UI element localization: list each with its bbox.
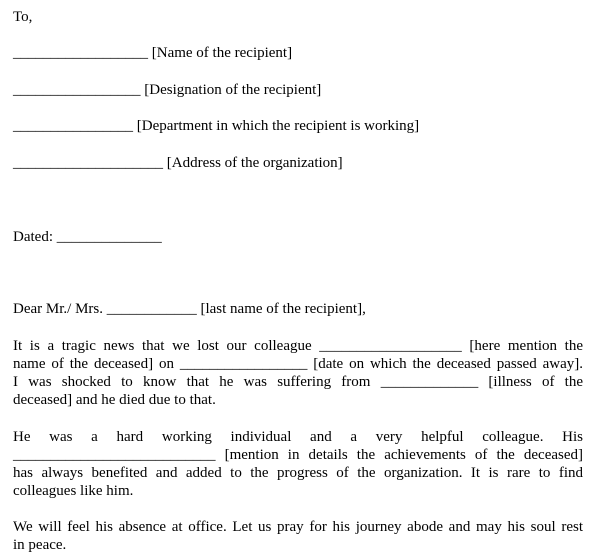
recipient-designation-line: _________________ [Designation of the recipient]	[13, 82, 322, 98]
paragraph-3	[13, 518, 583, 554]
paragraph-1	[13, 337, 583, 409]
paragraph-2-line: He was a hard working individual and a very helpful colleague. His	[13, 429, 583, 445]
paragraph-1-line: I was shocked to know that he was suffering from _____________ [illness of the	[13, 374, 583, 390]
recipient-department-line: ________________ [Department in which the recipient is working]	[13, 118, 420, 134]
recipient-name-line: __________________ [Name of the recipient]	[13, 45, 293, 61]
dated-line: Dated: ______________	[13, 229, 162, 245]
paragraph-3-line: We will feel his absence at office. Let us pray for his journey abode and may his soul rest	[13, 519, 583, 535]
to-line: To,	[13, 9, 33, 25]
organization-address-line: ____________________ [Address of the organization]	[13, 155, 343, 171]
paragraph-1-line: It is a tragic news that we lost our colleague ___________________ [here mention the	[13, 338, 583, 354]
paragraph-3-line: in peace.	[13, 537, 67, 553]
greeting-line: Dear Mr./ Mrs. ____________ [last name of the recipient],	[13, 301, 366, 317]
paragraph-1-line: deceased] and he died due to that.	[13, 392, 216, 408]
paragraph-2-line: has always benefited and added to the progress of the organization. It is rare to find	[13, 465, 583, 481]
paragraph-2	[13, 428, 583, 500]
paragraph-1-line: name of the deceased] on _________________ [date on which the deceased passed away].	[13, 356, 583, 372]
paragraph-2-line: ___________________________ [mention in details the achievements of the deceased]	[13, 447, 583, 463]
paragraph-2-line: colleagues like him.	[13, 483, 134, 499]
